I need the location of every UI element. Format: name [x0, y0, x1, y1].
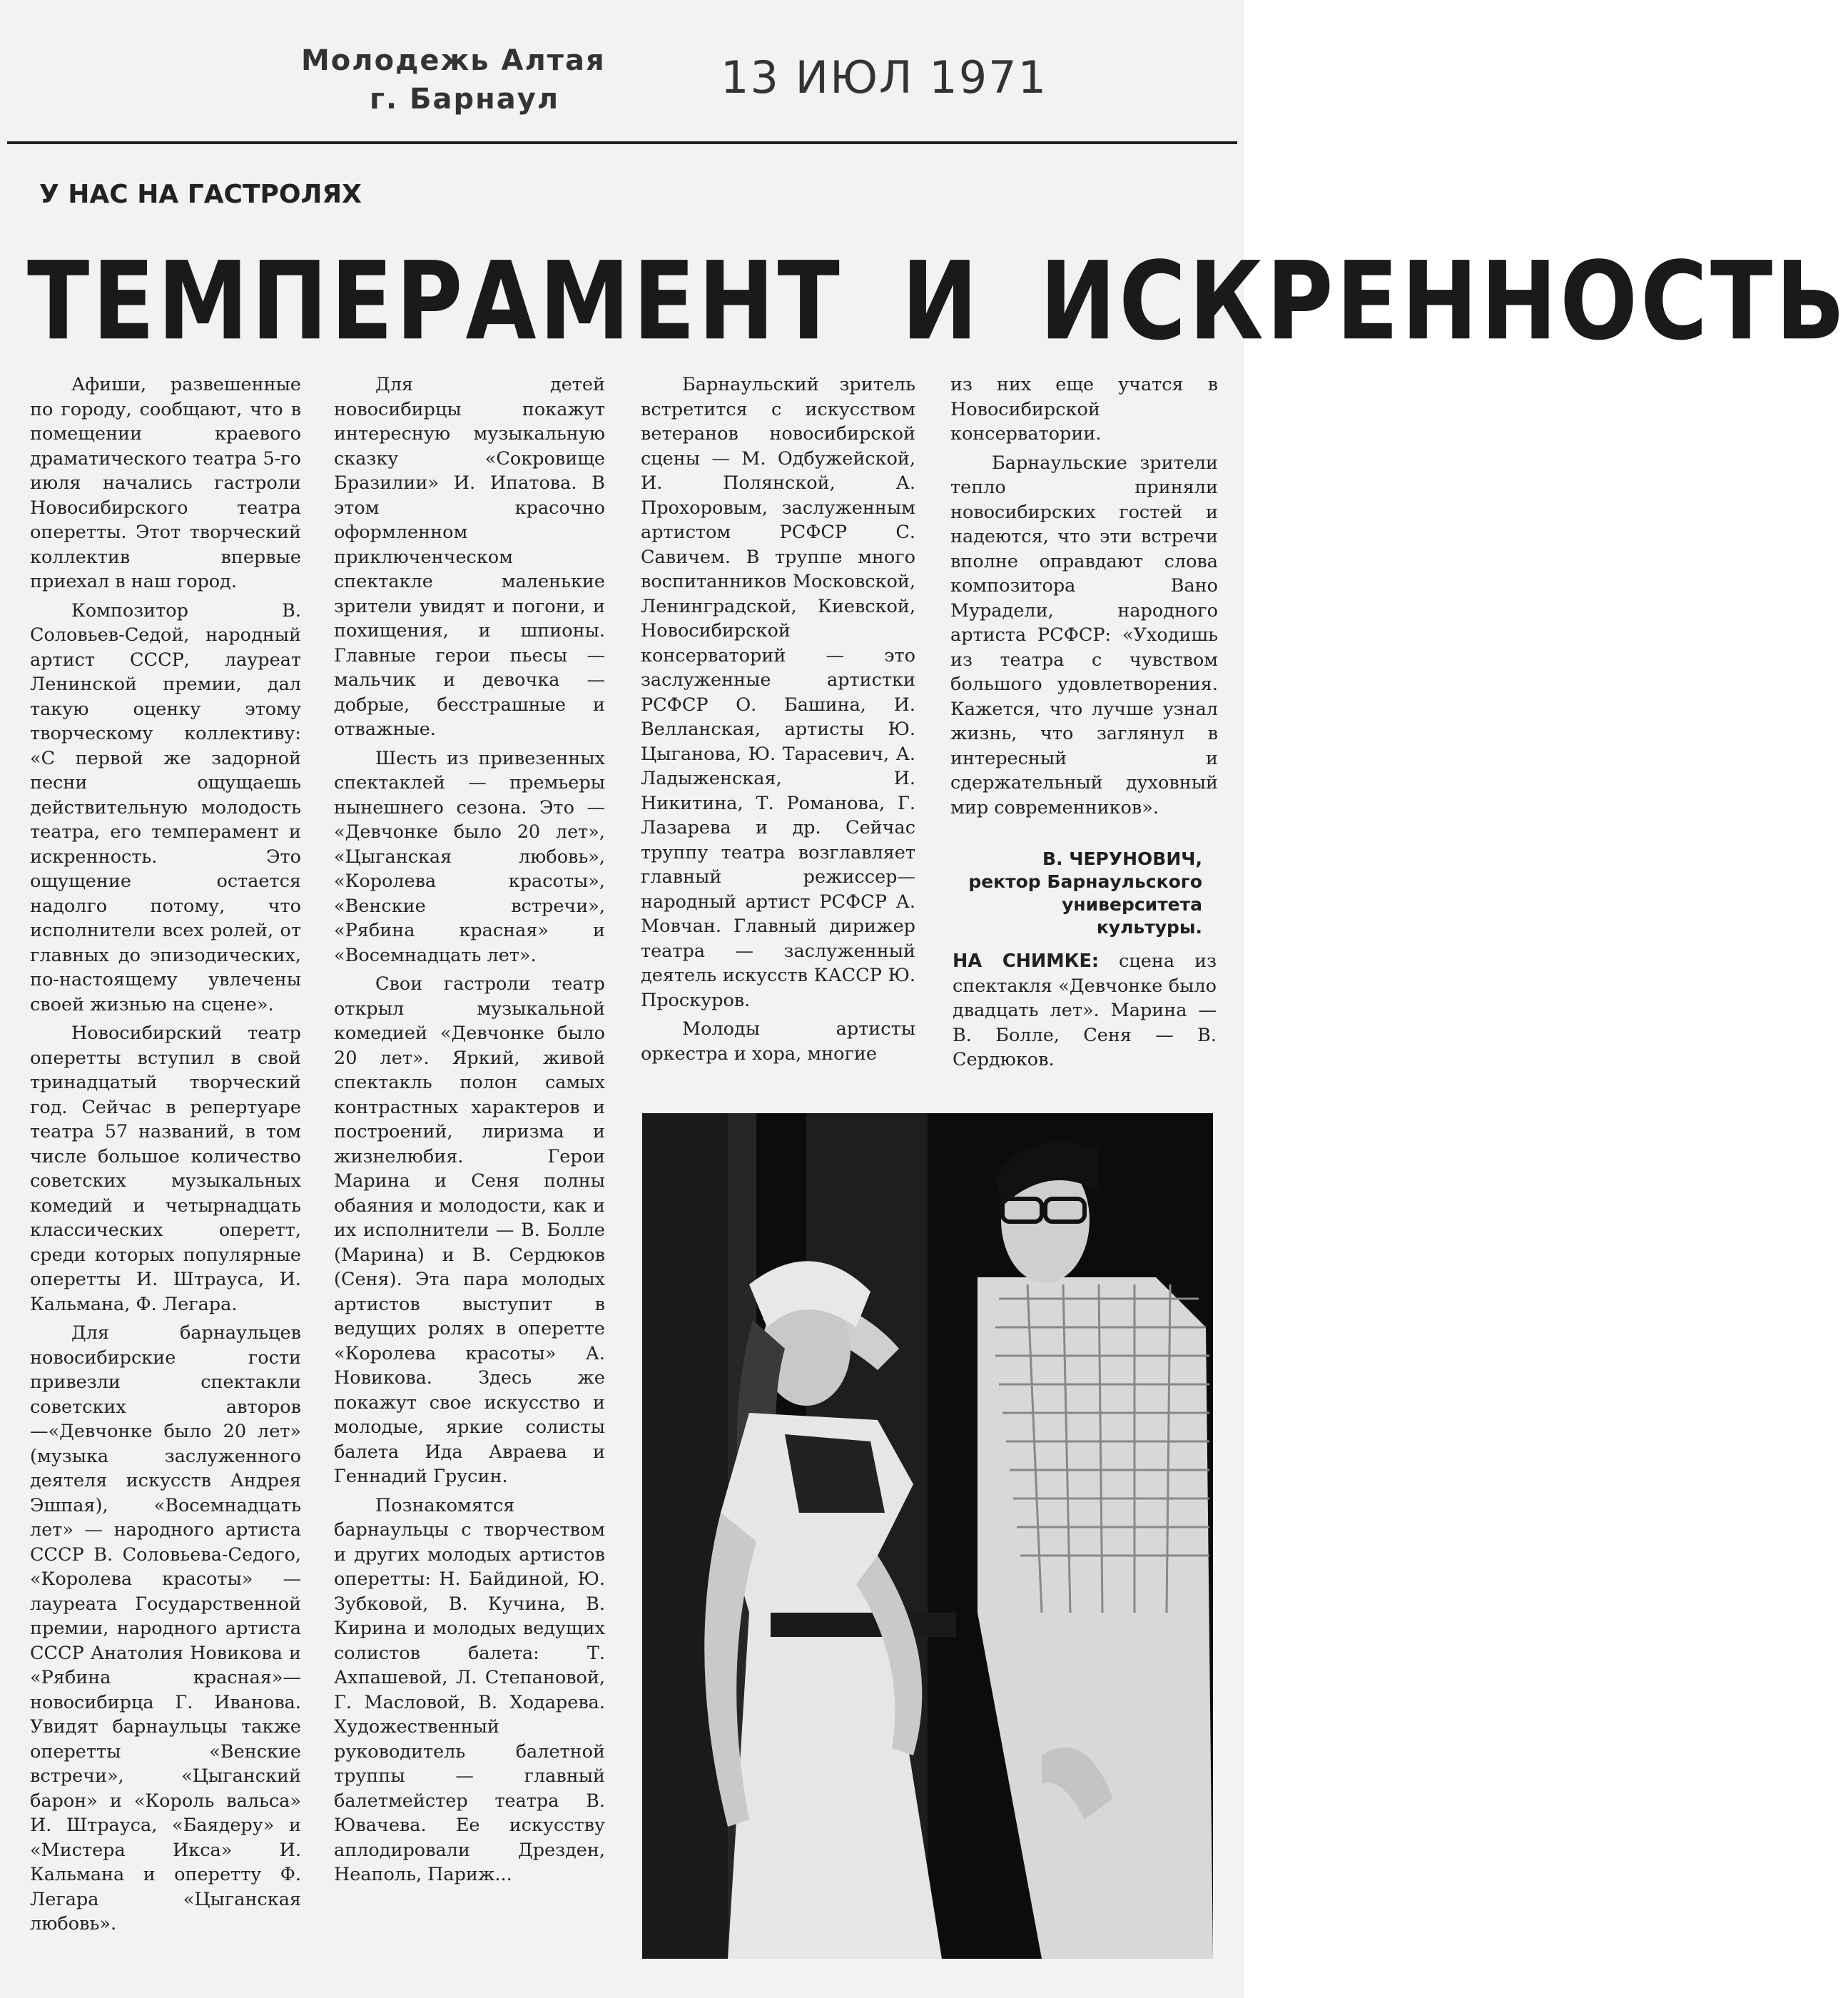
caption-text: сцена из спектакля «Девчонке было двадцать лет». Марина — В. Болле, Сеня — В. Сердюков.	[953, 950, 1217, 1070]
article-column-3	[641, 372, 915, 1070]
article-column-4	[950, 372, 1218, 824]
date-stamp: 13 ИЮЛ 1971	[721, 51, 1048, 103]
author-signature	[953, 848, 1202, 939]
author-name: В. ЧЕРУНОВИЧ,	[1042, 848, 1202, 869]
article-column-1	[30, 372, 301, 1941]
paragraph: Новосибирский театр оперетты вступил в свой тринадцатый творческий год. Сейчас в репертуаре театра 57 названий, в том числе большое количество советских музыкальных комедий и четырнадцать классических оперетт, среди которых популярные оперетты И. Штрауса, И. Кальмана, Ф. Легара.	[30, 1023, 301, 1315]
paragraph: Свои гастроли театр открыл музыкальной комедией «Девчонке было 20 лет». Яркий, живой спектакль полон самых контрастных характеров и построений, лиризма и жизнелюбия. Герои Марина и Сеня полны обаяния и молодости, как и их исполнители — В. Болле (Марина) и В. Сердюков (Сеня). Эта пара молодых артистов выступит в ведущих ролях в оперетте «Королева красоты» А. Новикова. Здесь же покажут свое искусство и молодые, яркие солисты балета Ида Авраева и Геннадий Грусин.	[334, 973, 605, 1487]
paragraph: из них еще учатся в Новосибирской консерватории.	[950, 374, 1218, 445]
top-rule	[7, 141, 1237, 144]
paragraph: Барнаульские зрители тепло приняли новосибирских гостей и надеются, что эти встречи вполне оправдают слова композитора Вано Мурадели, народного артиста РСФСР: «Уходишь из театра с чувством большого удовлетворения. Кажется, что лучше узнал жизнь, что заглянул в интересный и сдержательный духовный мир современников».	[950, 452, 1218, 818]
paragraph: Барнаульский зритель встретится с искусством ветеранов новосибирской сцены — М. Одбужейской, И. Полянской, А. Прохоровым, заслуженным артистом РСФСР С. Савичем. В труппе много воспитанников Московской, Ленинградской, Киевской, Новосибирской консерваторий — это заслуженные артистки РСФСР О. Башина, И. Велланская, артисты Ю. Цыганова, Ю. Тарасевич, А. Ладыженская, И. Никитина, Т. Романова, Г. Лазарева и др. Сейчас труппу театра возглавляет главный режиссер— народный артист РСФСР А. Мовчан. Главный дирижер театра — заслуженный деятель искусств КАССР Ю. Проскуров.	[641, 374, 915, 1011]
paragraph: Для барнаульцев новосибирские гости привезли спектакли советских авторов—«Девчонке было 20 лет» (музыка заслуженного деятеля искусств Андрея Эшпая), «Восемнадцать лет» — народного артиста СССР В. Соловьева-Седого, «Королева красоты» — лауреата Государственной премии, народного артиста СССР Анатолия Новикова и «Рябина красная»— новосибирца Г. Иванова. Увидят барнаульцы также оперетты «Венские встречи», «Цыганский барон» и «Король вальса» И. Штрауса, «Баядеру» и «Мистера Икса» И. Кальмана и оперетту Ф. Легара «Цыганская любовь».	[30, 1322, 301, 1934]
headline: ТЕМПЕРАМЕНТ И ИСКРЕННОСТЬ	[27, 239, 1848, 365]
newspaper-name-stamp: Молодежь Алтая	[301, 44, 606, 77]
stage-photo-image	[642, 1113, 1213, 1959]
paragraph: Познакомятся барнаульцы с творчеством и других молодых артистов оперетты: Н. Байдиной, Ю. Зубковой, В. Кучина, В. Кирина и молодых ведущих солистов балета: Т. Ахпашевой, Л. Степановой, Г. Масловой, В. Ходарева. Художественный руководитель балетной труппы — главный балетмейстер театра В. Ювачева. Ее искусству аплодировали Дрезден, Неаполь, Париж...	[334, 1494, 605, 1885]
paragraph: Афиши, развешенные по городу, сообщают, что в помещении краевого драматического театра 5-го июля начались гастроли Новосибирского театра оперетты. Этот творческий коллектив впервые приехал в наш город.	[30, 374, 301, 592]
paragraph: Молоды артисты оркестра и хора, многие	[641, 1018, 915, 1065]
rubric: У НАС НА ГАСТРОЛЯХ	[39, 180, 362, 209]
article-column-2	[334, 372, 605, 1892]
photo-caption	[953, 949, 1217, 1072]
caption-lead: НА СНИМКЕ:	[953, 950, 1100, 972]
paragraph: Шесть из привезенных спектаклей — премьеры нынешнего сезона. Это — «Девчонке было 20 лет», «Цыганская любовь», «Королева красоты», «Венские встречи», «Рябина красная» и «Восемнадцать лет».	[334, 747, 605, 966]
author-title: ректор Барнаульского университета культуры.	[968, 871, 1202, 938]
paragraph: Композитор В. Соловьев-Седой, народный артист СССР, лауреат Ленинской премии, дал такую оценку этому творческому коллективу: «С первой же задорной песни ощущаешь действительную молодость театра, его темперамент и искренность. Это ощущение остается надолго потому, что исполнители всех ролей, от главных до эпизодических, по-настоящему увлечены своей жизнью на сцене».	[30, 599, 301, 1015]
city-stamp: г. Барнаул	[370, 83, 560, 116]
paragraph: Для детей новосибирцы покажут интересную музыкальную сказку «Сокровище Бразилии» И. Ипатова. В этом красочно оформленном приключенческом спектакле маленькие зрители увидят и погони, и похищения, и шпионы. Главные герои пьесы — мальчик и девочка — добрые, бесстрашные и отважные.	[334, 374, 605, 740]
stage-photo	[642, 1113, 1213, 1959]
